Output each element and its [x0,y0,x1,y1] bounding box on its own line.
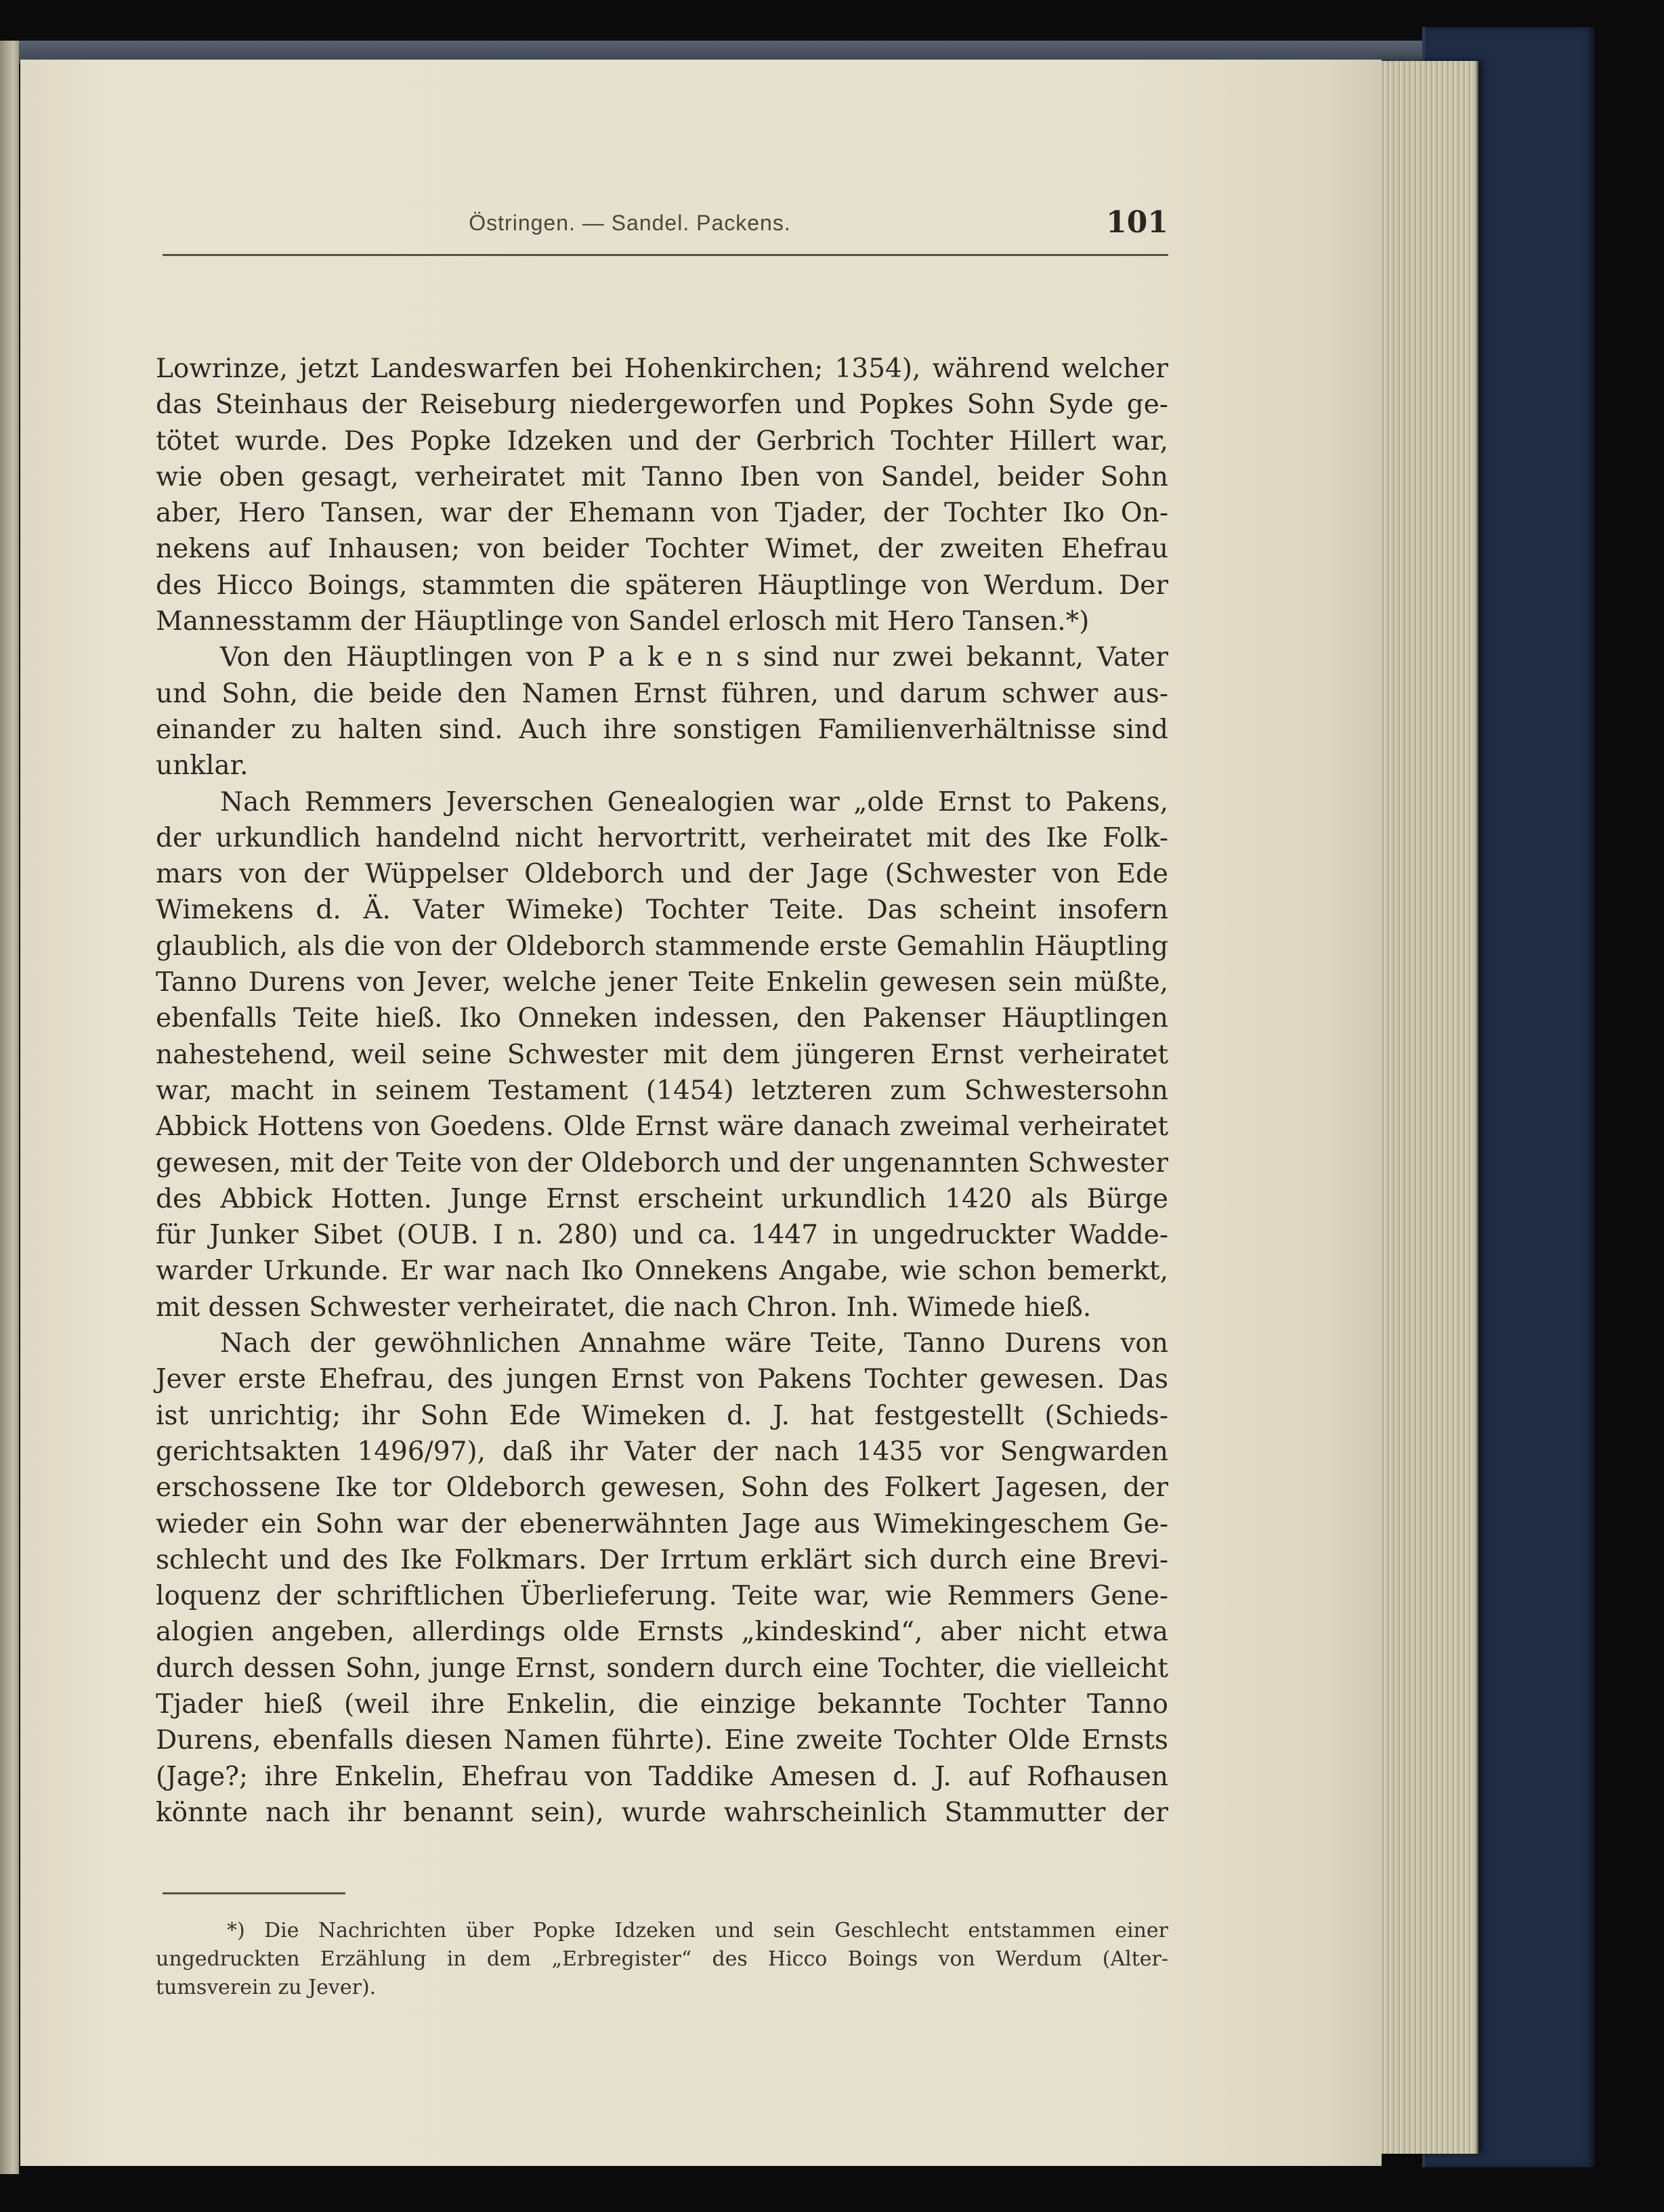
text-line: Abbick Hottens von Goedens. Olde Ernst wäre danach zweimal verheiratet [156,1111,1168,1143]
paragraph [156,784,1168,1325]
paragraph [156,639,1168,784]
running-head [163,198,1168,266]
text-line: Nach der gewöhnlichen Annahme wäre Teite, Tanno Durens von [220,1328,1168,1359]
text-line: wie oben gesagt, verheiratet mit Tanno Iben von Sandel, beider Sohn [156,461,1168,492]
text-line: nahestehend, weil seine Schwester mit dem jüngeren Ernst verheiratet [156,1039,1168,1070]
text-line: könnte nach ihr benannt sein), wurde wahrscheinlich Stammutter der [156,1797,1168,1828]
page-number: 101 [1106,205,1168,240]
text-line: Jever erste Ehefrau, des jungen Ernst von Pakens Tochter gewesen. Das [156,1364,1168,1395]
book-page [20,60,1382,2166]
text-line: (Jage?; ihre Enkelin, Ehefrau von Taddike Amesen d. J. auf Rofhausen [156,1761,1168,1792]
paragraph [156,351,1168,639]
text-line: gerichtsakten 1496/97), daß ihr Vater der nach 1435 vor Sengwarden [156,1436,1168,1467]
text-line: ebenfalls Teite hieß. Iko Onneken indessen, den Pakenser Häuptlingen [156,1003,1168,1034]
running-head-title: Östringen. — Sandel. Packens. [469,211,791,235]
text-line: ist unrichtig; ihr Sohn Ede Wimeken d. J. hat festgestellt (Schieds- [156,1400,1168,1431]
text-line: war, macht in seinem Testament (1454) letzteren zum Schwestersohn [156,1075,1168,1106]
text-line: warder Urkunde. Er war nach Iko Onnekens Angabe, wie schon bemerkt, [156,1256,1168,1287]
text-line: des Abbick Hotten. Junge Ernst erscheint urkundlich 1420 als Bürge [156,1183,1168,1214]
text-line: glaublich, als die von der Oldeborch stammende erste Gemahlin Häuptling [156,931,1168,962]
text-line: für Junker Sibet (OUB. I n. 280) und ca. 1447 in ungedruckter Wadde- [156,1220,1168,1251]
paragraph [156,1325,1168,1831]
text-line: Von den Häuptlingen von P a k e n s sind nur zwei bekannt, Vater [220,642,1168,673]
text-line: Lowrinze, jetzt Landeswarfen bei Hohenkirchen; 1354), während welcher [156,354,1168,384]
text-line: aber, Hero Tansen, war der Ehemann von Tjader, der Tochter Iko On- [156,498,1168,529]
text-line: durch dessen Sohn, junge Ernst, sondern durch eine Tochter, die vielleicht [156,1653,1168,1684]
text-line: mars von der Wüppelser Oldeborch und der Jage (Schwester von Ede [156,859,1168,890]
text-line: einander zu halten sind. Auch ihre sonstigen Familienverhältnisse sind [156,714,1168,745]
page-block-edges [1375,61,1478,2154]
text-line: des Hicco Boings, stammten die späteren Häuptlinge von Werdum. Der [156,570,1168,601]
text-line: alogien angeben, allerdings olde Ernsts „kindeskind“, aber nicht etwa [156,1617,1168,1648]
text-line: wieder ein Sohn war der ebenerwähnten Jage aus Wimekingeschem Ge- [156,1508,1168,1539]
text-line: tötet wurde. Des Popke Idzeken und der Gerbrich Tochter Hillert war, [156,425,1168,456]
text-line: unklar. [156,750,249,782]
text-line: das Steinhaus der Reiseburg niedergeworfen und Popkes Sohn Syde ge- [156,389,1168,421]
footnote-line: ungedruckten Erzählung in dem „Erbregister“ des Hicco Boings von Werdum (Alter- [156,1947,1168,1971]
text-line: loquenz der schriftlichen Überlieferung. Teite war, wie Remmers Gene- [156,1581,1168,1612]
text-line: Durens, ebenfalls diesen Namen führte). Eine zweite Tochter Olde Ernsts [156,1725,1168,1756]
footnote-line: tumsverein zu Jever). [156,1976,377,1999]
text-line: gewesen, mit der Teite von der Oldeborch und der ungenannten Schwester [156,1147,1168,1178]
text-line: Nach Remmers Jeverschen Genealogien war „olde Ernst to Pakens, [220,786,1168,817]
header-rule [163,254,1168,256]
text-line: erschossene Ike tor Oldeborch gewesen, Sohn des Folkert Jagesen, der [156,1472,1168,1504]
text-line: Wimekens d. Ä. Vater Wimeke) Tochter Teite. Das scheint insofern [156,895,1168,926]
footnote-body [156,1917,1168,2002]
footnote-rule [163,1892,345,1894]
text-line: und Sohn, die beide den Namen Ernst führen, und darum schwer aus- [156,678,1168,709]
gutter-edge [0,41,19,2174]
body-text [156,351,1168,1831]
text-line: Tjader hieß (weil ihre Enkelin, die einzige bekannte Tochter Tanno [156,1688,1168,1720]
footnote-line: *) Die Nachrichten über Popke Idzeken und sein Geschlecht entstammen einer [227,1919,1168,1942]
text-line: Mannesstamm der Häuptlinge von Sandel erlosch mit Hero Tansen.*) [156,606,1090,637]
text-line: der urkundlich handelnd nicht hervortritt, verheiratet mit des Ike Folk- [156,822,1168,853]
text-line: Tanno Durens von Jever, welche jener Teite Enkelin gewesen sein müßte, [156,967,1168,998]
text-line: nekens auf Inhausen; von beider Tochter Wimet, der zweiten Ehefrau [156,534,1168,565]
text-line: mit dessen Schwester verheiratet, die nach Chron. Inh. Wimede hieß. [156,1292,1092,1323]
text-line: schlecht und des Ike Folkmars. Der Irrtum erklärt sich durch eine Brevi- [156,1544,1168,1575]
